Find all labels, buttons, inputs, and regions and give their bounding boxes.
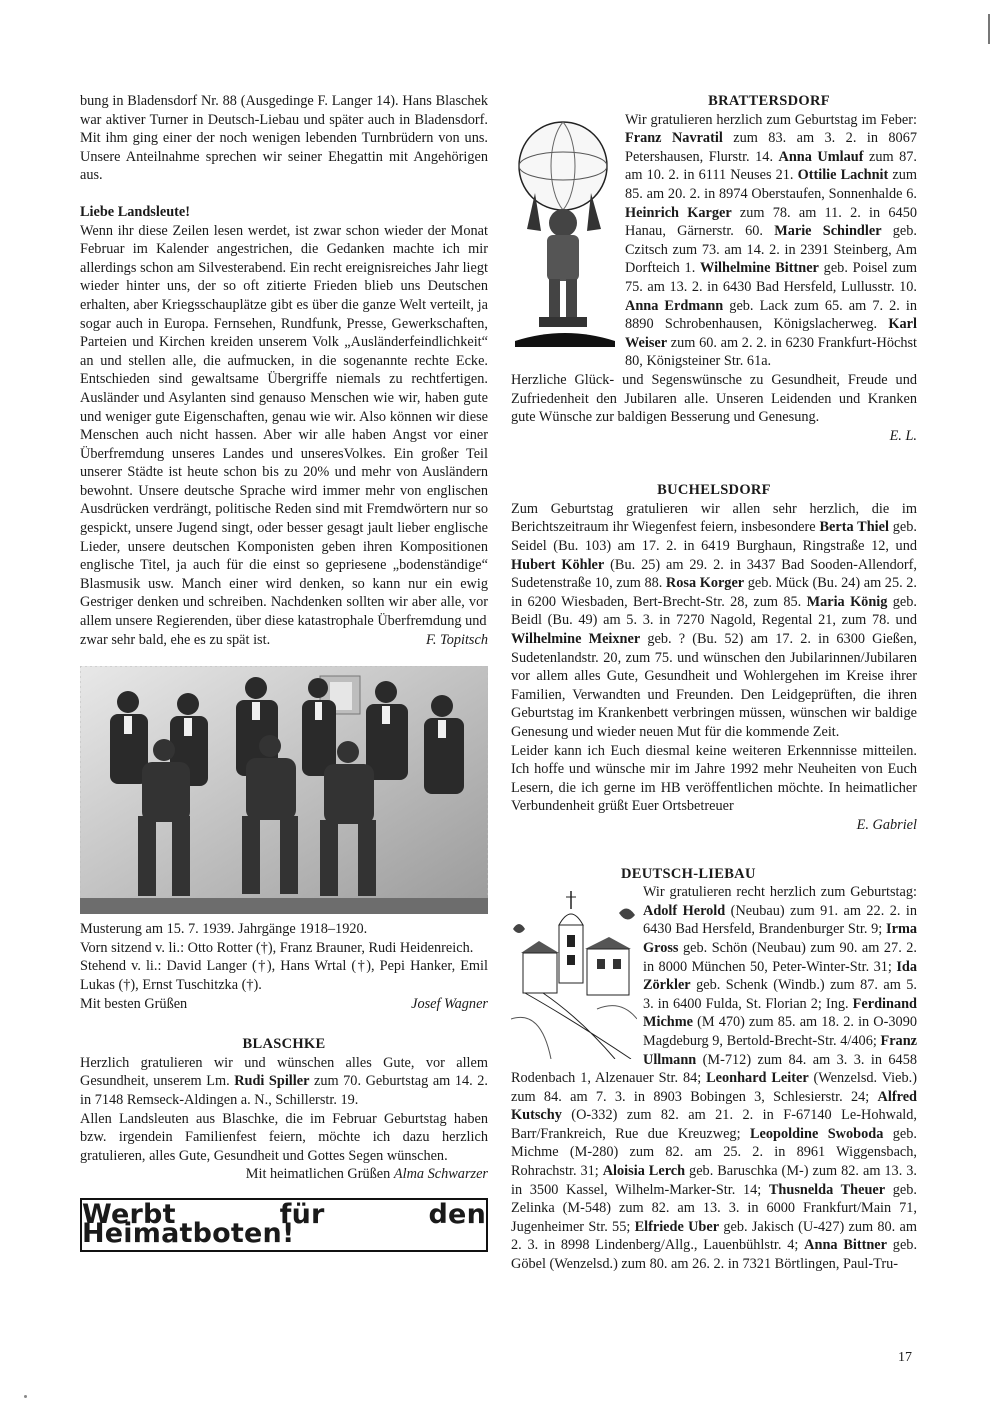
honoree-name: Anna Umlauf: [778, 148, 864, 165]
honoree-name: Franz Navratil: [625, 130, 723, 147]
photo-caption-standing: Stehend v. li.: David Langer (†), Hans Wrtal (†), Pepi Hanker, Emil Lukas (†), Ernst Tuschitzka (†).: [80, 958, 488, 993]
entry-text: geb. ? (Bu. 52) am 17. 2. in 6300 Gießen, Sudetenlandstr. 20, zum 75. und wünschen den Jubilarinnen/Jubilaren vor allem alles Gute, Gesundheit und Wohlergehen im Kreise ihrer Familien, Verwandten und Freunden. Den Leidgeprüften, die ihren Geburtstag im Krankenbett verbringen müssen, wünschen wir baldige Genesung und wieder neuen Mut für die kommende Zeit.: [511, 631, 917, 740]
honoree-name: Thusnelda Theuer: [768, 1181, 886, 1198]
letter-author: F. Topitsch: [426, 631, 488, 648]
atlas-statue-illustration: [511, 111, 619, 355]
buchelsdorf-author: E. Gabriel: [856, 816, 917, 833]
honoree-name: Anna Erdmann: [625, 297, 724, 314]
entry-text: geb. Michme (M-280) zum 82. am 25. 2. in 8961 Wiggensbach, Rohrachstr. 31;: [511, 1125, 917, 1180]
buchelsdorf-note: Leider kann ich Euch diesmal keine weiteren Erkennnisse mitteilen. Ich hoffe und wünsche mir im Jahre 1992 mehr Neuheiten von Euch Lesern, die ich gerne im HB veröffentlichen möchte. In heimatlicher Verbundenheit grüßt Euer Ortsbetreuer: [511, 742, 917, 815]
honoree-name: Elfriede Uber: [634, 1218, 720, 1235]
honoree-name: Hubert Köhler: [511, 556, 605, 573]
buchelsdorf-birthdays: [511, 500, 917, 742]
entry-text: (O-332) zum 82. am 21. 2. in F-67140 Le-Hohwald, Barr/Frankreich, Rue due Kreuzweg;: [511, 1107, 917, 1142]
blaschke-author: Alma Schwarzer: [393, 1166, 488, 1183]
honoree-name: Wilhelmine Meixner: [511, 631, 641, 648]
honoree-name: Leonhard Leiter: [706, 1070, 809, 1087]
blaschke-closing: Mit heimatlichen Grüßen Alma Schwarzer: [245, 1166, 488, 1183]
honoree-name: Irma Gross: [643, 921, 917, 956]
honoree-name: Maria König: [806, 593, 888, 610]
page-number: 17: [898, 1350, 912, 1365]
entry-text: (M 470) zum 85. am 18. 2. in O-3090 Magdeburg 9, Bertold-Brecht-Str. 4/406;: [643, 1014, 917, 1049]
photo-caption-closing: [80, 995, 488, 1014]
church-sketch-icon: [511, 889, 637, 1059]
section-title-deutsch-liebau: DEUTSCH-LIEBAU: [621, 865, 756, 882]
honoree-name: Rosa Korger: [665, 575, 745, 592]
entry-text: (Bu. 25) am 29. 2. in 3437 Bad Sooden-Allendorf, Sudetenstraße 10, zum 88.: [511, 556, 918, 592]
entry-text: geb. Zelinka (M-548) zum 82. am 13. 3. in 6000 Frankfurt/Main 71, Jugenheimer Str. 55;: [511, 1181, 917, 1235]
left-column: [80, 92, 488, 1252]
honoree-name: Anna Bittner: [804, 1237, 888, 1254]
entry-text: geb. Göbel (Wenzelsd.) zum 80. am 26. 2. in 7321 Börtlingen, Paul-Tru-: [511, 1237, 918, 1273]
honoree-name: Berta Thiel: [819, 519, 889, 536]
entry-text: geb. Beidl (Bu. 49) am 5. 3. in 7270 Nagold, Regental 21, zum 78. und: [511, 593, 918, 629]
scan-dust-dot: [24, 1395, 27, 1398]
brattersdorf-author: E. L.: [889, 427, 917, 444]
photo-caption-date: Musterung am 15. 7. 1939. Jahrgänge 1918–1920.: [80, 921, 368, 938]
entry-text: (M-712) zum 84. am 3. 3. in 6458 Rodenbach 1, Alzenauer Str. 84;: [511, 1051, 917, 1087]
photo-caption-greeting: Mit besten Grüßen: [80, 995, 188, 1012]
letter-closing-line: [80, 631, 488, 650]
honoree-name: Alfred Kutschy: [511, 1088, 917, 1124]
honoree-name: Heinrich Karger: [625, 204, 732, 221]
photo-caption-author: Josef Wagner: [411, 995, 488, 1012]
honoree-name: Aloisia Lerch: [602, 1163, 686, 1180]
entry-text: geb. Poisel zum 75. am 13. 2. in 6430 Bad Hersfeld, Lullusstr. 10.: [625, 260, 917, 295]
section-title-buchelsdorf: BUCHELSDORF: [657, 482, 771, 499]
entry-text: zum 87. am 10. 2. in 6111 Neuses 21.: [625, 148, 917, 184]
entry-text: geb. Schenk (Windb.) zum 87. am 5. 3. in 6400 Fulda, St. Florian 2; Ing.: [643, 977, 917, 1012]
entry-text: Zum Geburtstag gratulieren wir allen sehr herzlich, die im Berichtszeitraum ihr Wiegenfest feiern, insbesondere: [511, 500, 917, 536]
entry-text: zum 85. am 20. 2. in 8974 Oberstaufen, Sonnenhalde 6.: [625, 167, 917, 202]
letter-heading: Liebe Landsleute!: [80, 203, 191, 220]
entry-text: geb. Seidel (Bu. 103) am 17. 2. in 6419 Burghaun, Ringstraße 12, und: [511, 519, 917, 555]
entry-text: (Neubau) zum 91. am 22. 2. in 6430 Bad Hersfeld, Brandenburger Str. 9;: [643, 902, 918, 938]
letter-last-line: zwar sehr bald, ehe es zu spät ist.: [80, 631, 271, 648]
entry-text: zum 78. am 11. 2. in 6450 Hanau, Gärnerstr. 60.: [625, 204, 917, 240]
blaschke-name: Rudi Spiller: [234, 1073, 310, 1090]
letter-body: Wenn ihr diese Zeilen lesen werdet, ist zwar schon wieder der Monat Februar im Kalender angestrichen, die Gedanken machte ich mir allerdings schon am Silvesterabend. Ein recht ereignisreiches Jahr liegt wieder hinter uns, der so oft zitierte Frieden blieb uns Deutschen erhalten, aber Kriegsschauplätze gibt es über die ganze Welt verteilt, ja sogar auch in Europa. Fernsehen, Rundfunk, Presse, Gewerkschaften, Parteien und Kirchen kreiden unserem Volk „Ausländerfeindlichkeit“ an und stellen alle, die aufmucken, in die sogenannte rechte Ecke. Entschieden sind gewaltsame Übergriffe niemals zu rechtfertigen. Ausländer und Asylanten sind genauso Menschen wie wir, haben gute und weniger gute Eigenschaften, genau wie wir. Also können wir diese Menschen auch nicht hassen. Aber wir alle haben Angst vor einer Überfremdung unseres Landes und unseresVolkes. Ein großer Teil unserer Städte ist heute schon bis zu 20% und mehr von Ausländern bewohnt. Unsere deutsche Sprache wird immer mehr von englischen Ausdrücken verdrängt, politische Reden sind mit Fremdwörtern nur so gespickt, unsere Jugend singt, oder besser gesagt jault lieber englische Lieder, unsere deutschen Komponisten geben ihren Kompositionen englische Titel, ja auch für die einst so gepriesene „bodenständige“ Blasmusik usw. Manch einer wird denken, so kann nur ein ewig Gestriger denken und schreiben. Nachdenken sollten wir aber alle, vor allem unsere Regierenden, über diese katastrophale Überfremdung und: [80, 222, 488, 630]
entry-text: geb. Czitsch zum 73. am 14. 2. in 2391 Steinberg, Am Dorfteich 1.: [625, 223, 917, 277]
honoree-name: Ferdinand Michme: [643, 995, 917, 1031]
entry-text: geb. Baruschka (M-) zum 82. am 13. 3. in 3500 Kassel, Wilhelm-Marker-Str. 14;: [511, 1163, 917, 1198]
honoree-name: Franz Ullmann: [643, 1032, 917, 1068]
entry-text: zum 83. am 3. 2. in 8067 Petershausen, Flurstr. 14.: [625, 130, 917, 165]
honoree-name: Leopoldine Swoboda: [749, 1125, 884, 1142]
honoree-name: Wilhelmine Bittner: [700, 260, 819, 277]
honoree-name: Ida Zörkler: [643, 958, 917, 994]
church-town-illustration: [511, 889, 637, 1065]
scan-corner-mark: [988, 14, 990, 44]
intro-paragraph: bung in Bladensdorf Nr. 88 (Ausgedinge F. Langer 14). Hans Blaschek war aktiver Turner in Deutsch-Liebau und später auch in Bladensdorf. Mit ihm ging einer der noch wenigen lebenden Turnbrüdern von uns. Unsere Anteilnahme sprechen wir seiner Ehegattin mit Angehörigen aus.: [80, 93, 488, 184]
entry-text: (Wenzelsd. Vieb.) zum 84. am 7. 3. in 8903 Bobingen 3, Schlesierstr. 24;: [511, 1070, 917, 1105]
heimatbote-banner: Werbt für den Heimatboten!: [80, 1198, 488, 1252]
entry-text: geb. Schön (Neubau) zum 90. am 27. 2. in 8000 München 50, Peter-Winter-Str. 31;: [643, 939, 917, 975]
entry-text: geb. Lack zum 65. am 7. 2. in 8890 Schrobenhausen, Königslacherweg.: [625, 297, 917, 333]
group-photo-image: [80, 666, 488, 914]
honoree-name: Ottilie Lachnit: [797, 167, 889, 184]
section-title-blaschke: BLASCHKE: [242, 1036, 326, 1053]
blaschke-paragraph-1: Herzlich gratulieren wir und wünschen alles Gute, vor allem Gesundheit, unserem Lm. Rudi Spiller zum 70. Geburtstag am 14. 2. in 7148 Remseck-Aldingen a. N., Schillerstr. 19.: [80, 1054, 488, 1108]
photo-caption-seated: Vorn sitzend v. li.: Otto Rotter (†), Franz Brauner, Rudi Heidenreich.: [80, 939, 474, 956]
honoree-name: Marie Schindler: [774, 223, 882, 240]
atlas-statue-icon: [511, 111, 619, 349]
group-photo: [80, 666, 488, 914]
blaschke-paragraph-2: Allen Landsleuten aus Blaschke, die im Februar Geburtstag haben bzw. irgendein Familienfest feiern, möchte ich dazu herzlich gratulieren, alles Gute, Gesundheit und Gottes Segen wünschen.: [80, 1110, 488, 1164]
brattersdorf-wishes: Herzliche Glück- und Segenswünsche zu Gesundheit, Freude und Zufriedenheit den Jubilaren alle. Unseren Leidenden und Kranken gute Wünsche zur baldigen Besserung und Genesung.: [511, 371, 917, 426]
entry-text: Wir gratulieren recht herzlich zum Geburtstag:: [643, 884, 917, 901]
right-column: [511, 92, 917, 1274]
entry-text: geb. Mück (Bu. 24) am 25. 2. in 6200 Wiesbaden, Bert-Brecht-Str. 28, zum 85.: [511, 575, 917, 610]
section-title-brattersdorf: BRATTERSDORF: [708, 93, 830, 109]
honoree-name: Adolf Herold: [643, 902, 726, 919]
entry-text: zum 60. am 2. 2. in 6230 Frankfurt-Höchst 80, Königsteiner Str. 61a.: [625, 334, 917, 370]
entry-text: Wir gratulieren herzlich zum Geburtstag im Feber:: [625, 111, 917, 128]
honoree-name: Karl Weiser: [625, 316, 917, 351]
entry-text: geb. Jakisch (U-427) zum 80. am 2. 3. in 8998 Lindenberg/Allg., Lauenbühlstr. 4;: [511, 1218, 917, 1254]
